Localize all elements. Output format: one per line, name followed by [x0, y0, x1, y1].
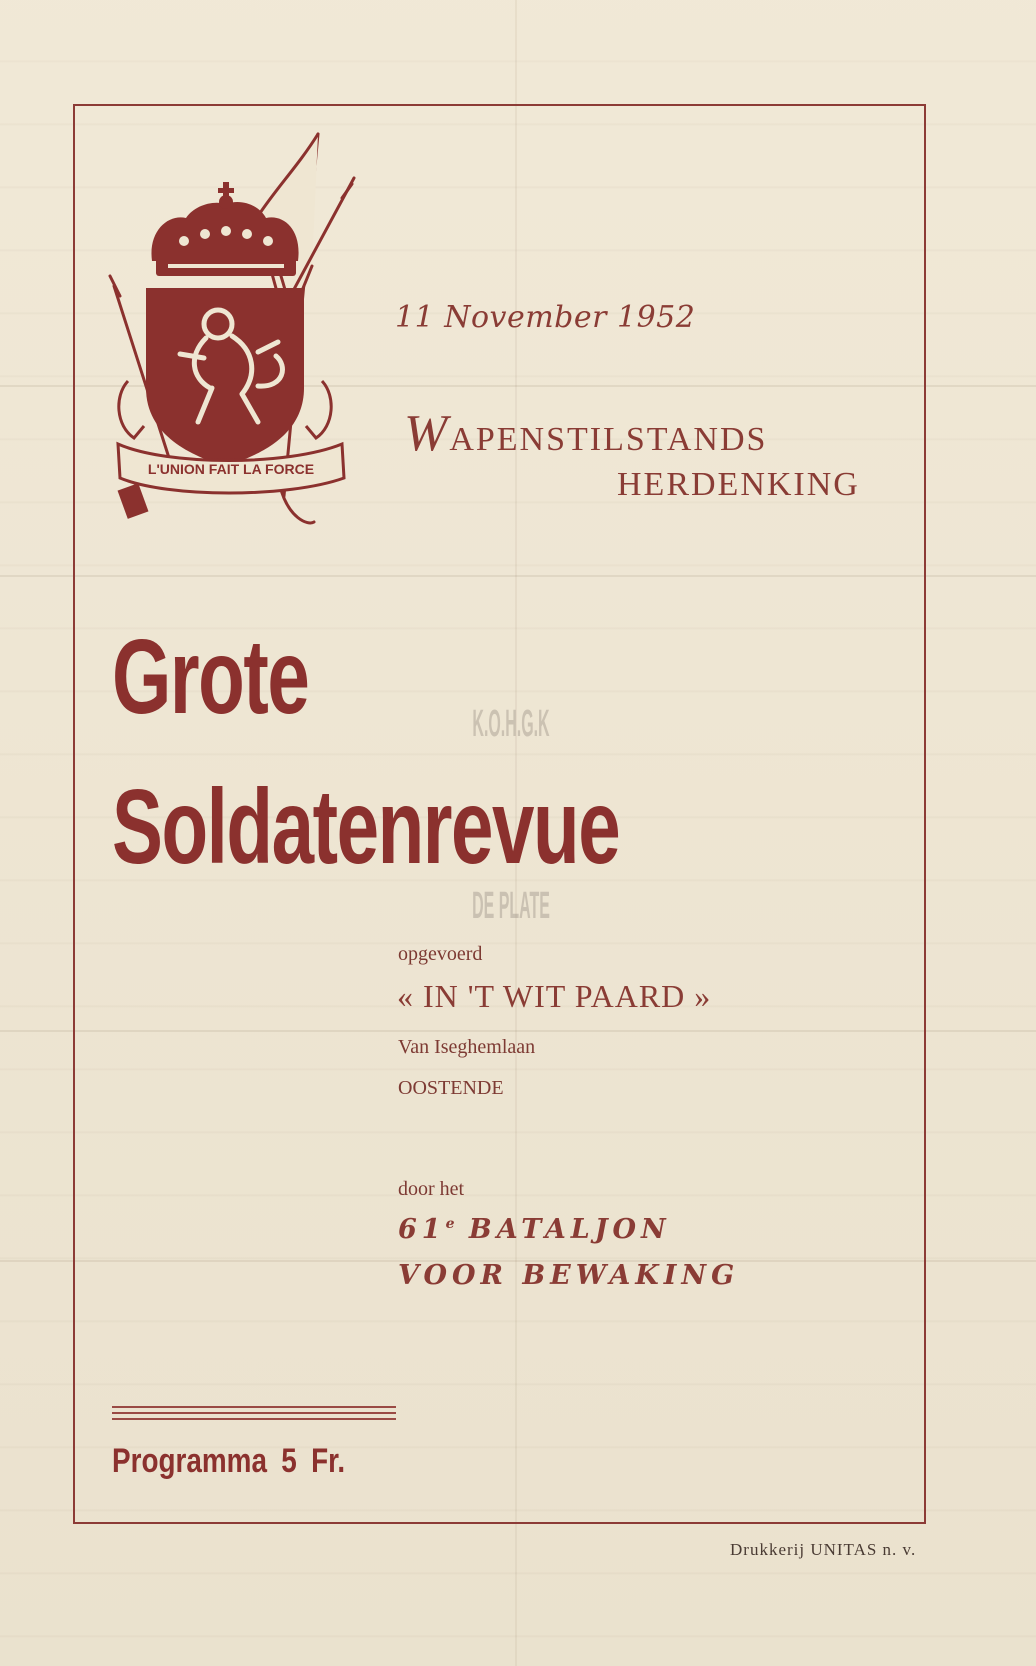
venue-street: Van Iseghemlaan [398, 1036, 536, 1058]
printer-credit: Drukkerij UNITAS n. v. [730, 1540, 917, 1559]
main-title-line-1: Grote [112, 618, 309, 736]
venue-name: « IN 'T WIT PAARD » [397, 978, 712, 1014]
divider-rule [112, 1406, 396, 1408]
battalion-number: 61 [398, 1214, 446, 1245]
battalion-word: BATALJON [468, 1214, 671, 1245]
watermark-line-2: DE PLATE [472, 885, 550, 927]
program-price: Programma 5 Fr. [112, 1442, 346, 1480]
battalion-line-2: VOOR BEWAKING [398, 1260, 740, 1291]
main-title-line-2: Soldatenrevue [112, 768, 620, 886]
performed-label: opgevoerd [398, 943, 483, 965]
event-date: 11 November 1952 [395, 300, 696, 335]
watermark-line-1: K.O.H.G.K [472, 703, 550, 745]
divider-rule [112, 1412, 396, 1414]
heading-line-2: HERDENKING [617, 466, 860, 503]
battalion-ordinal: e [445, 1216, 455, 1232]
battalion-line-1 [398, 1214, 671, 1245]
coat-of-arms-emblem [108, 126, 358, 536]
emblem-motto: L'UNION FAIT LA FORCE [147, 461, 315, 477]
divider-rule [112, 1418, 396, 1420]
venue-city: OOSTENDE [398, 1077, 504, 1099]
heading-line-1: WAPENSTILSTANDS [404, 405, 768, 462]
by-label: door het [398, 1178, 465, 1200]
